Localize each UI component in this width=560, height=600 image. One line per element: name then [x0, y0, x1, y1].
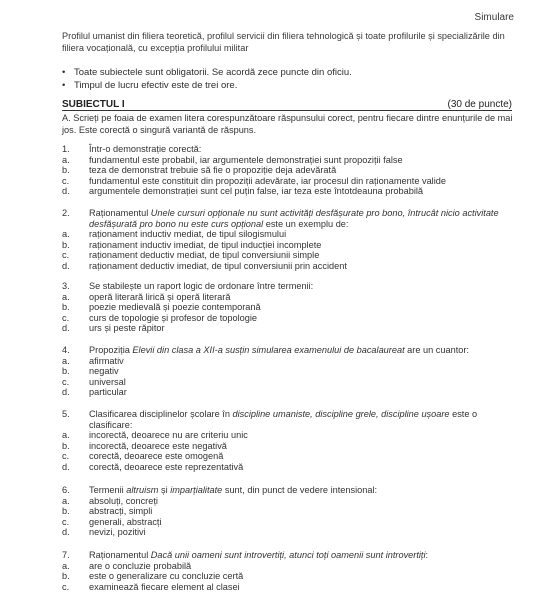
subject-underline	[62, 110, 512, 111]
subject-title: SUBIECTUL I	[62, 99, 125, 110]
question-stem-suffix: are un cuantor:	[404, 345, 469, 355]
question-3	[62, 281, 514, 334]
option-text: negativ	[89, 366, 119, 377]
option-text: operă literară lirică și operă literară	[89, 291, 231, 302]
bullet: •	[62, 67, 66, 78]
question-stem-example: Unele cursuri opționale nu sunt activități desfășurate pro bono, întrucât nicio activitate desfășurată pro bono nu este curs opțional	[89, 208, 499, 229]
question-6	[62, 485, 514, 538]
option-letter: c.	[62, 250, 70, 261]
instruction-text: Toate subiectele sunt obligatorii. Se acordă zece puncte din oficiu.	[74, 67, 352, 78]
option-text: particular	[89, 387, 127, 398]
option-letter: a.	[62, 430, 70, 441]
option-text: raționament deductiv imediat, de tipul conversiunii prin accident	[89, 260, 347, 271]
option-text: generali, abstracți	[89, 516, 162, 527]
option-text: corectă, deoarece este omogenă	[89, 451, 224, 462]
option-letter: b.	[62, 165, 70, 176]
question-1	[62, 144, 514, 197]
option-letter: a.	[62, 355, 70, 366]
option-text: afirmativ	[89, 355, 124, 366]
option-letter: a.	[62, 495, 70, 506]
option-letter: b.	[62, 239, 70, 250]
question-5	[62, 409, 514, 473]
question-stem: Într-o demonstrație corectă:	[89, 144, 202, 154]
question-stem: Se stabilește un raport logic de ordonare între termenii:	[89, 281, 314, 291]
option-text: corectă, deoarece este reprezentativă	[89, 461, 244, 472]
option-letter: a.	[62, 560, 70, 571]
option-text: raționament inductiv imediat, de tipul inducției incomplete	[89, 239, 322, 250]
option-letter: d.	[62, 260, 70, 271]
option-text: abstracți, simpli	[89, 506, 153, 517]
question-term-2: imparțialitate	[170, 485, 223, 495]
simulation-label: Simulare	[474, 12, 514, 23]
instruction-item	[62, 80, 512, 93]
option-letter: c.	[62, 312, 70, 323]
question-number: 2.	[62, 208, 70, 218]
option-text: teza de demonstrat trebuie să fie o propoziție deja adevărată	[89, 165, 337, 176]
option-text: fundamentul este constituit din propoziții adevărate, iar procesul din raționamente valide	[89, 175, 446, 186]
option-text: incorectă, deoarece nu are criteriu unic	[89, 430, 248, 441]
option-letter: d.	[62, 527, 70, 538]
option-letter: c.	[62, 451, 70, 462]
section-lead: A. Scrieți pe foaia de examen litera corespunzătoare răspunsului corect, pentru fiecare dintre enunțurile de mai jos. Este corectă o singură variantă de răspuns.	[62, 113, 513, 135]
option-letter: b.	[62, 366, 70, 377]
option-text: fundamentul este probabil, iar argumentele demonstrației sunt propoziții false	[89, 154, 403, 165]
option-text: universal	[89, 376, 126, 387]
option-letter: c.	[62, 376, 70, 387]
question-stem-suffix: :	[425, 550, 429, 560]
question-stem-prefix: Raționamentul	[89, 208, 151, 218]
option-text: argumentele demonstrației sunt cel puțin false, iar teza este întotdeauna probabilă	[89, 186, 424, 197]
question-stem-prefix: Termenii	[89, 485, 127, 495]
question-number: 6.	[62, 485, 70, 495]
option-text: raționament inductiv mediat, de tipul silogismului	[89, 229, 287, 240]
option-text: incorectă, deoarece este negativă	[89, 440, 227, 451]
question-4	[62, 345, 514, 398]
question-number: 4.	[62, 345, 70, 355]
option-letter: c.	[62, 581, 70, 592]
option-text: este o generalizare cu concluzie certă	[89, 571, 244, 582]
question-stem-connector: și	[158, 485, 171, 495]
option-text: raționament deductiv mediat, de tipul conversiunii simple	[89, 250, 320, 261]
option-letter: d.	[62, 387, 70, 398]
instruction-item	[62, 67, 512, 80]
question-number: 3.	[62, 281, 70, 291]
question-term-1: altruism	[126, 485, 159, 495]
question-number: 7.	[62, 550, 70, 560]
option-text: urs și peste răpitor	[89, 323, 165, 334]
option-letter: a.	[62, 291, 70, 302]
option-letter: c.	[62, 516, 70, 527]
option-letter: a.	[62, 154, 70, 165]
option-text: absoluți, concreți	[89, 495, 158, 506]
option-text: poezie medievală și poezie contemporană	[89, 302, 261, 313]
option-letter: d.	[62, 323, 70, 334]
question-stem-prefix: Raționamentul	[89, 550, 151, 560]
option-letter: d.	[62, 461, 70, 472]
instruction-text: Timpul de lucru efectiv este de trei ore.	[74, 79, 238, 91]
subject-points: (30 de puncte)	[447, 99, 512, 110]
question-stem-example: Elevii din clasa a XII-a susțin simularea examenului de bacalaureat	[132, 345, 405, 355]
option-text: curs de topologie și profesor de topologie	[89, 312, 258, 323]
profile-paragraph: Profilul umanist din filiera teoretică, profilul servicii din filiera tehnologică și toate profilurile și specializările din filiera vocațională, cu excepția profilului militar	[62, 31, 505, 53]
question-stem-suffix: este un exemplu de:	[263, 218, 349, 229]
instructions	[62, 67, 512, 92]
question-7	[62, 550, 514, 592]
question-stem-suffix: este o clasificare:	[89, 409, 478, 430]
option-text: examinează fiecare element al clasei	[89, 581, 240, 592]
option-letter: b.	[62, 571, 70, 582]
option-text: are o concluzie probabilă	[89, 560, 192, 571]
question-stem-example: Dacă unii oameni sunt introvertiți, atunci toți oamenii sunt introvertiți	[150, 550, 426, 560]
option-letter: a.	[62, 229, 70, 240]
option-letter: c.	[62, 175, 70, 186]
question-number: 1.	[62, 144, 70, 154]
question-stem-example: discipline umaniste, discipline grele, discipline ușoare	[232, 409, 450, 419]
option-letter: d.	[62, 186, 70, 197]
option-letter: b.	[62, 440, 70, 451]
question-stem-prefix: Clasificarea disciplinelor școlare în	[89, 409, 233, 419]
subject-heading	[62, 99, 512, 110]
bullet: •	[62, 79, 66, 91]
option-letter: b.	[62, 302, 70, 313]
question-2	[62, 208, 514, 272]
question-stem-suffix: sunt, din punct de vedere intensional:	[222, 485, 378, 495]
option-text: nevizi, pozitivi	[89, 527, 146, 538]
question-stem-prefix: Propoziția	[89, 345, 133, 355]
question-number: 5.	[62, 409, 70, 419]
option-letter: b.	[62, 506, 70, 517]
